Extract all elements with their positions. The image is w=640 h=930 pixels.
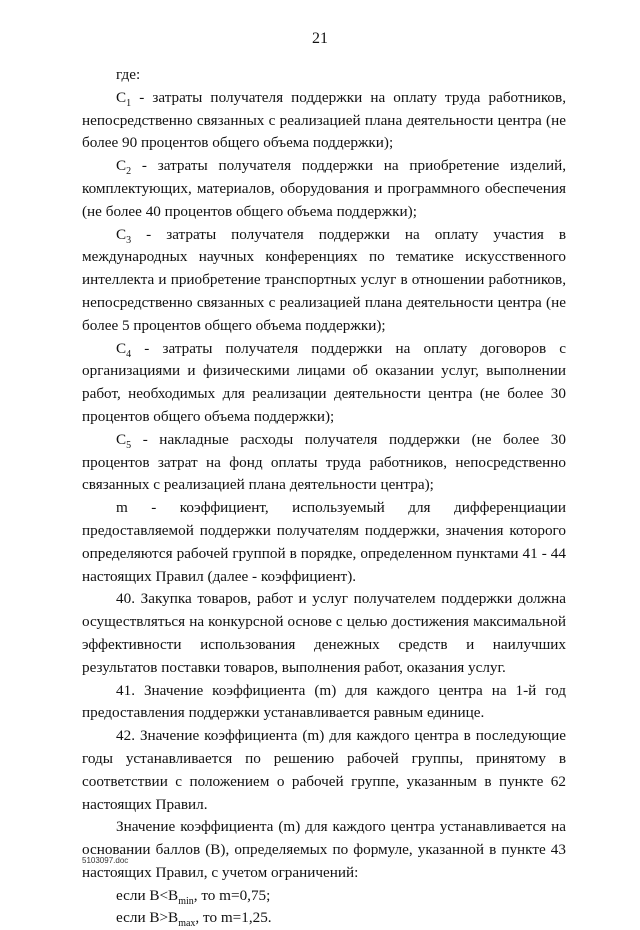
condition-text: если B>B <box>116 909 179 927</box>
subscript: 4 <box>126 348 132 360</box>
definition-text: - затраты получателя поддержки на приобретение изделий, комплектующих, материалов, оборудования и программного обеспечения (не более 40 процентов общего объема поддержки); <box>82 157 566 220</box>
symbol: C <box>116 157 127 175</box>
subscript: 1 <box>126 97 132 109</box>
paragraph-c1 <box>82 87 566 155</box>
definition-text: - накладные расходы получателя поддержки (не более 30 процентов затрат на фонд оплаты труда работников, непосредственно связанных с реализацией плана деятельности центра); <box>82 430 566 494</box>
condition-max <box>82 907 566 930</box>
page-number: 21 <box>312 30 328 47</box>
symbol: C <box>116 225 127 243</box>
condition-result: , то m=1,25. <box>195 909 272 927</box>
symbol: C <box>116 88 127 106</box>
subscript: max <box>178 918 196 930</box>
paragraph-c3 <box>82 224 566 338</box>
condition-text: если B<B <box>116 886 179 904</box>
file-name-footer: 5103097.doc <box>82 856 129 865</box>
paragraph-coefficient: Значение коэффициента (m) для каждого центра устанавливается на основании баллов (B), определяемых по формуле, указанной в пункте 43 настоящих Правил, с учетом ограничений: <box>82 818 566 881</box>
subscript: 2 <box>126 166 132 178</box>
document-body <box>82 64 566 930</box>
paragraph-40: 40. Закупка товаров, работ и услуг получателем поддержки должна осуществляться на конкурсной основе с целью достижения максимальной эффективности использования денежных средств и наилучших результатов поставки товаров, выполнения работ, оказания услуг. <box>82 590 566 676</box>
paragraph-41: 41. Значение коэффициента (m) для каждого центра на 1-й год предоставления поддержки устанавливается равным единице. <box>82 681 566 722</box>
paragraph-c5 <box>82 429 566 497</box>
paragraph-c2 <box>82 155 566 223</box>
paragraph-42: 42. Значение коэффициента (m) для каждого центра в последующие годы устанавливается по решению рабочей группы, принятому в соответствии с положением о рабочей группе, указанным в пункте 62 настоящих Правил. <box>82 727 566 813</box>
subscript: min <box>178 895 194 907</box>
definition-text: - затраты получателя поддержки на оплату участия в международных научных конференциях по тематике искусственного интеллекта и приобретение транспортных услуг в отношении работников, непосредственно связанных с реализацией плана деятельности центра (не более 5 процентов общего объема поддержки); <box>82 225 566 334</box>
paragraph-where: где: <box>116 66 141 83</box>
condition-result: , то m=0,75; <box>193 886 271 904</box>
symbol: C <box>116 339 127 357</box>
subscript: 3 <box>126 234 132 246</box>
subscript: 5 <box>126 439 132 451</box>
paragraph-m: m - коэффициент, используемый для дифференциации предоставляемой поддержки получателям поддержки, значения которого определяются рабочей группой в порядке, определенном пунктами 41 - 44 настоящих Правил (далее - коэффициент). <box>82 499 566 585</box>
definition-text: - затраты получателя поддержки на оплату труда работников, непосредственно связанных с реализацией плана деятельности центра (не более 90 процентов общего объема поддержки); <box>82 88 566 152</box>
paragraph-c4 <box>82 338 566 429</box>
definition-text: - затраты получателя поддержки на оплату договоров с организациями и физическими лицами об оказании услуг, выполнении работ, необходимых для реализации деятельности центра (не более 30 процентов общего объема поддержки); <box>82 339 566 425</box>
condition-min <box>82 885 566 908</box>
symbol: C <box>116 430 127 448</box>
